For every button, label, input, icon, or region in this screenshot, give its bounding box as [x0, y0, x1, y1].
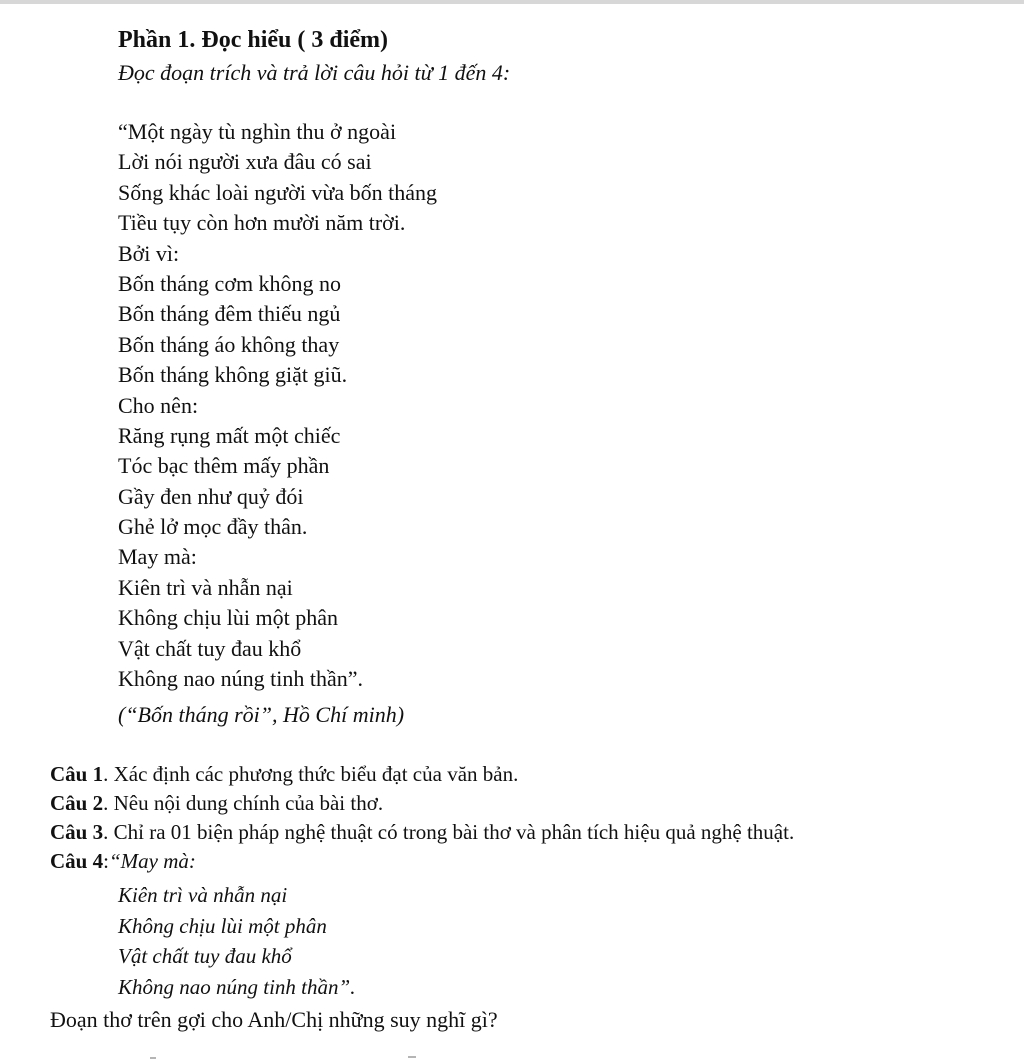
poem-line: Răng rụng mất một chiếc: [118, 422, 341, 448]
question-item: [50, 760, 794, 789]
poem-line: Tóc bạc thêm mấy phần: [118, 453, 330, 479]
final-prompt: Đoạn thơ trên gợi cho Anh/Chị những suy nghĩ gì?: [50, 1007, 498, 1032]
quoted-line: Không nao núng tinh thần”.: [118, 974, 356, 999]
question-item: [50, 789, 794, 818]
poem-line: Không chịu lùi một phân: [118, 605, 338, 631]
question-item: [50, 847, 794, 876]
poem-line: Lời nói người xưa đâu có sai: [118, 149, 372, 175]
poem-line: “Một ngày tù nghìn thu ở ngoài: [118, 119, 397, 144]
poem-line: Bốn tháng không giặt giũ.: [118, 362, 348, 388]
section-instruction: Đọc đoạn trích và trả lời câu hỏi từ 1 đến 4:: [118, 60, 511, 85]
question-text: :: [103, 849, 109, 873]
scan-artifact-marks: [140, 1052, 440, 1061]
poem-line: Ghẻ lở mọc đầy thân.: [118, 514, 308, 540]
question-4-quoted-lines: [118, 880, 355, 1002]
poem-line: Bởi vì:: [118, 240, 180, 266]
question-label: Câu 3: [50, 820, 104, 844]
poem-line: Cho nên:: [118, 392, 199, 418]
poem-line: Không nao núng tinh thần”.: [118, 666, 364, 692]
poem-line: Kiên trì và nhẫn nại: [118, 574, 293, 600]
poem-line: Bốn tháng cơm không no: [118, 270, 342, 296]
question-label: Câu 1: [50, 762, 104, 786]
poem-excerpt: [118, 117, 437, 694]
question-label: Câu 4: [50, 849, 104, 873]
poem-source: (“Bốn tháng rồi”, Hồ Chí minh): [118, 702, 405, 727]
poem-line: Gầy đen như quỷ đói: [118, 483, 304, 509]
poem-line: Bốn tháng áo không thay: [118, 331, 340, 357]
question-label: Câu 2: [50, 791, 104, 815]
poem-line: Sống khác loài người vừa bốn tháng: [118, 179, 437, 205]
question-list: [50, 760, 794, 876]
poem-line: May mà:: [118, 544, 197, 570]
section-heading: Phần 1. Đọc hiểu ( 3 điểm): [118, 27, 388, 53]
quoted-line: Không chịu lùi một phân: [118, 913, 327, 938]
question-item: [50, 818, 794, 847]
question-text: . Nêu nội dung chính của bài thơ.: [103, 791, 384, 815]
question-text: . Chỉ ra 01 biện pháp nghệ thuật có trong bài thơ và phân tích hiệu quả nghệ thuật.: [103, 820, 795, 844]
question-text: . Xác định các phương thức biểu đạt của văn bản.: [103, 762, 519, 786]
quoted-line: Vật chất tuy đau khổ: [118, 944, 292, 968]
poem-line: Bốn tháng đêm thiếu ngủ: [118, 301, 341, 327]
quoted-line: Kiên trì và nhẫn nại: [118, 883, 288, 907]
question-quote-start: “May mà:: [108, 849, 196, 873]
poem-line: Tiều tụy còn hơn mười năm trời.: [118, 210, 406, 236]
poem-line: Vật chất tuy đau khổ: [118, 635, 302, 661]
